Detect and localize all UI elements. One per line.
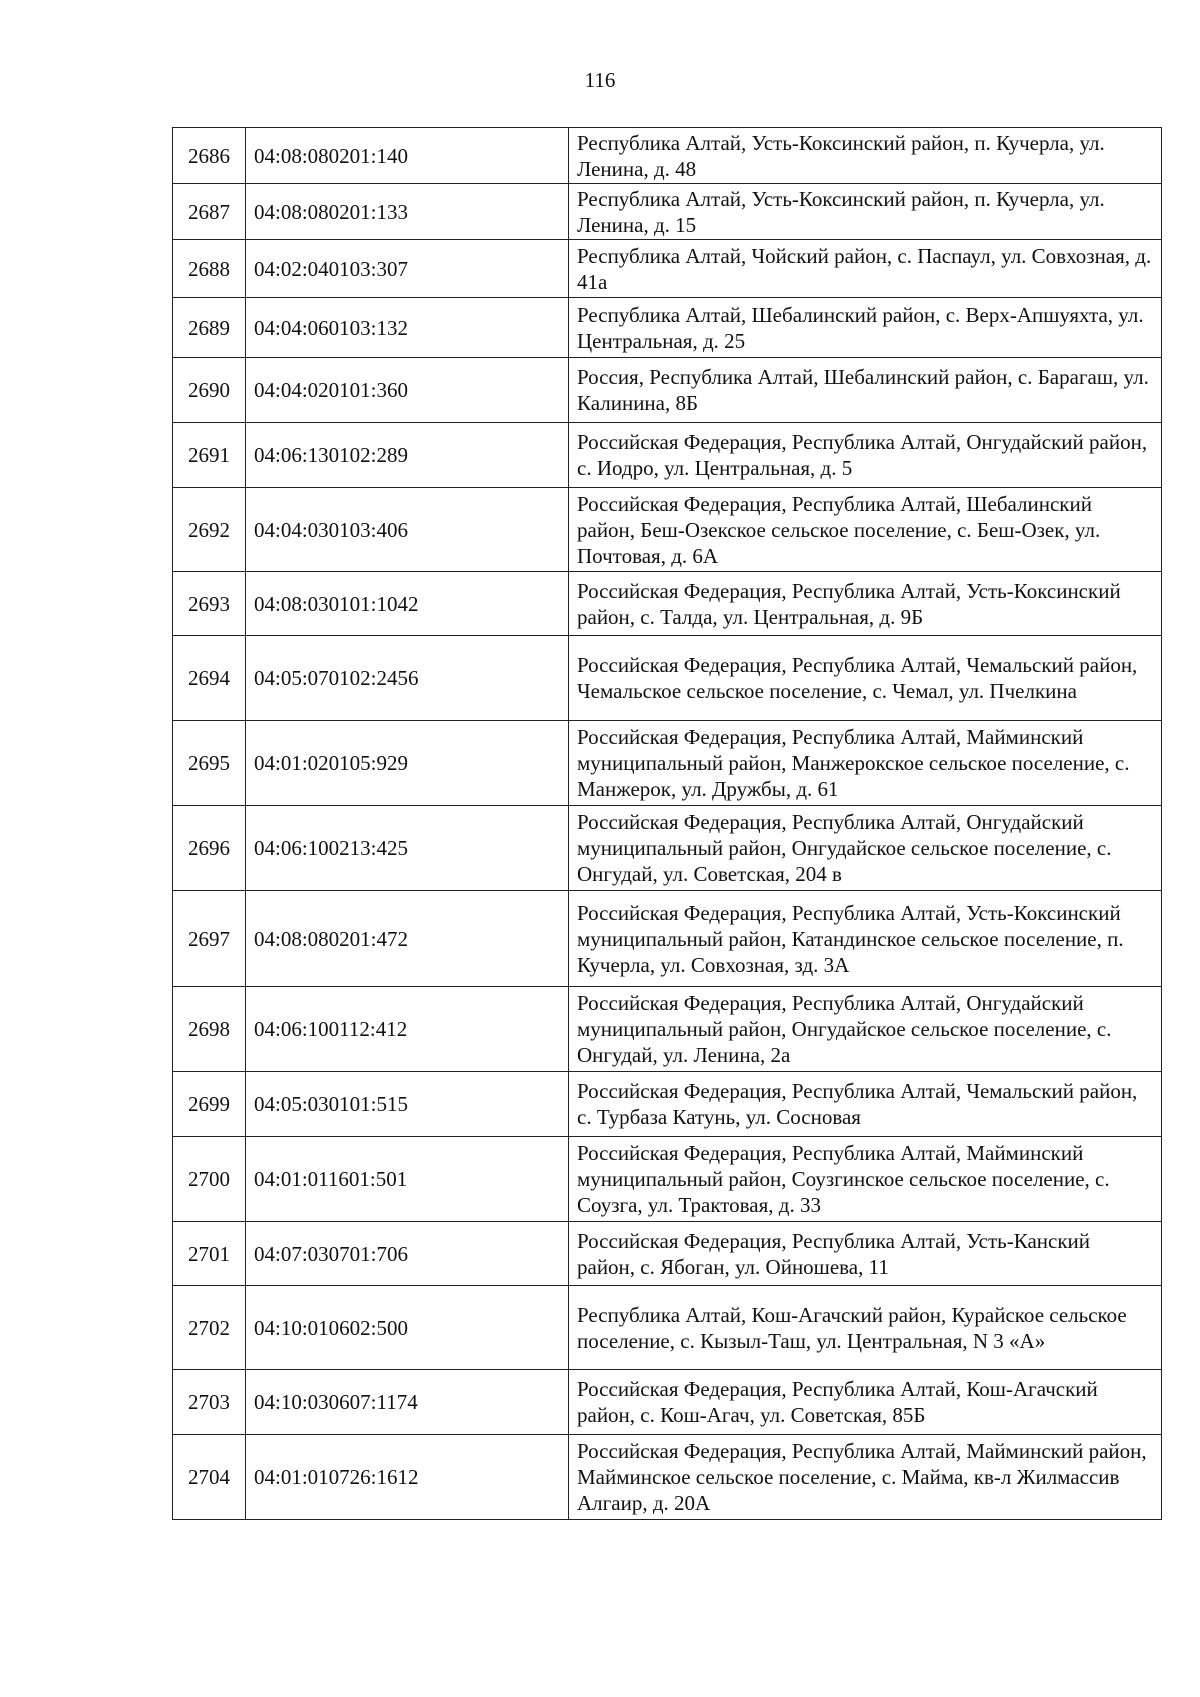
row-number: 2698	[173, 987, 246, 1072]
address: Российская Федерация, Республика Алтай, Усть-Коксинский муниципальный район, Катандинское сельское поселение, п. Кучерла, ул. Совхозная, зд. 3А	[569, 891, 1162, 987]
row-number: 2700	[173, 1137, 246, 1222]
table-row	[173, 298, 1162, 358]
cadastral-number: 04:08:080201:133	[246, 184, 569, 240]
cadastral-number: 04:01:011601:501	[246, 1137, 569, 1222]
registry-table	[172, 127, 1162, 1520]
row-number: 2686	[173, 128, 246, 184]
address: Российская Федерация, Республика Алтай, Усть-Канский район, с. Ябоган, ул. Ойношева, 11	[569, 1222, 1162, 1286]
table-row	[173, 572, 1162, 636]
row-number: 2704	[173, 1435, 246, 1520]
row-number: 2702	[173, 1286, 246, 1370]
address: Россия, Республика Алтай, Шебалинский район, с. Барагаш, ул. Калинина, 8Б	[569, 358, 1162, 423]
cadastral-number: 04:05:030101:515	[246, 1072, 569, 1137]
table-row	[173, 184, 1162, 240]
row-number: 2694	[173, 636, 246, 721]
cadastral-number: 04:01:010726:1612	[246, 1435, 569, 1520]
address: Российская Федерация, Республика Алтай, Усть-Коксинский район, с. Талда, ул. Центральная, д. 9Б	[569, 572, 1162, 636]
table-row	[173, 1370, 1162, 1435]
cadastral-number: 04:04:030103:406	[246, 488, 569, 572]
cadastral-number: 04:04:020101:360	[246, 358, 569, 423]
address: Республика Алтай, Усть-Коксинский район, п. Кучерла, ул. Ленина, д. 15	[569, 184, 1162, 240]
row-number: 2687	[173, 184, 246, 240]
row-number: 2689	[173, 298, 246, 358]
table-row	[173, 1072, 1162, 1137]
cadastral-number: 04:06:130102:289	[246, 423, 569, 488]
table-row	[173, 806, 1162, 891]
registry-table-body	[173, 128, 1162, 1520]
row-number: 2691	[173, 423, 246, 488]
address: Республика Алтай, Усть-Коксинский район, п. Кучерла, ул. Ленина, д. 48	[569, 128, 1162, 184]
table-row	[173, 636, 1162, 721]
table-row	[173, 1286, 1162, 1370]
cadastral-number: 04:10:010602:500	[246, 1286, 569, 1370]
address: Российская Федерация, Республика Алтай, Шебалинский район, Беш-Озекское сельское поселение, с. Беш-Озек, ул. Почтовая, д. 6А	[569, 488, 1162, 572]
row-number: 2692	[173, 488, 246, 572]
cadastral-number: 04:08:080201:472	[246, 891, 569, 987]
cadastral-number: 04:05:070102:2456	[246, 636, 569, 721]
address: Российская Федерация, Республика Алтай, Майминский муниципальный район, Манжерокское сельское поселение, с. Манжерок, ул. Дружбы, д. 61	[569, 721, 1162, 806]
row-number: 2690	[173, 358, 246, 423]
table-row	[173, 1435, 1162, 1520]
row-number: 2703	[173, 1370, 246, 1435]
address: Российская Федерация, Республика Алтай, Чемальский район, Чемальское сельское поселение, с. Чемал, ул. Пчелкина	[569, 636, 1162, 721]
cadastral-number: 04:08:080201:140	[246, 128, 569, 184]
address: Республика Алтай, Чойский район, с. Паспаул, ул. Совхозная, д. 41а	[569, 240, 1162, 298]
table-row	[173, 987, 1162, 1072]
page-number: 116	[584, 68, 616, 92]
cadastral-number: 04:07:030701:706	[246, 1222, 569, 1286]
table-row	[173, 721, 1162, 806]
cadastral-number: 04:06:100213:425	[246, 806, 569, 891]
address: Российская Федерация, Республика Алтай, Онгудайский муниципальный район, Онгудайское сельское поселение, с. Онгудай, ул. Ленина, 2а	[569, 987, 1162, 1072]
table-row	[173, 423, 1162, 488]
address: Российская Федерация, Республика Алтай, Онгудайский район, с. Иодро, ул. Центральная, д. 5	[569, 423, 1162, 488]
address: Республика Алтай, Кош-Агачский район, Курайское сельское поселение, с. Кызыл-Таш, ул. Центральная, N 3 «А»	[569, 1286, 1162, 1370]
address: Российская Федерация, Республика Алтай, Кош-Агачский район, с. Кош-Агач, ул. Советская, 85Б	[569, 1370, 1162, 1435]
table-row	[173, 128, 1162, 184]
table-row	[173, 891, 1162, 987]
address: Российская Федерация, Республика Алтай, Майминский район, Майминское сельское поселение, с. Майма, кв-л Жилмассив Алгаир, д. 20А	[569, 1435, 1162, 1520]
table-row	[173, 358, 1162, 423]
table-row	[173, 1222, 1162, 1286]
address: Российская Федерация, Республика Алтай, Онгудайский муниципальный район, Онгудайское сельское поселение, с. Онгудай, ул. Советская, 204 в	[569, 806, 1162, 891]
row-number: 2693	[173, 572, 246, 636]
address: Российская Федерация, Республика Алтай, Чемальский район, с. Турбаза Катунь, ул. Сосновая	[569, 1072, 1162, 1137]
cadastral-number: 04:08:030101:1042	[246, 572, 569, 636]
cadastral-number: 04:01:020105:929	[246, 721, 569, 806]
cadastral-number: 04:10:030607:1174	[246, 1370, 569, 1435]
row-number: 2688	[173, 240, 246, 298]
cadastral-number: 04:06:100112:412	[246, 987, 569, 1072]
row-number: 2697	[173, 891, 246, 987]
row-number: 2701	[173, 1222, 246, 1286]
address: Республика Алтай, Шебалинский район, с. Верх-Апшуяхта, ул. Центральная, д. 25	[569, 298, 1162, 358]
cadastral-number: 04:04:060103:132	[246, 298, 569, 358]
row-number: 2699	[173, 1072, 246, 1137]
row-number: 2696	[173, 806, 246, 891]
table-row	[173, 1137, 1162, 1222]
table-row	[173, 240, 1162, 298]
table-row	[173, 488, 1162, 572]
address: Российская Федерация, Республика Алтай, Майминский муниципальный район, Соузгинское сельское поселение, с. Соузга, ул. Трактовая, д. 33	[569, 1137, 1162, 1222]
row-number: 2695	[173, 721, 246, 806]
cadastral-number: 04:02:040103:307	[246, 240, 569, 298]
